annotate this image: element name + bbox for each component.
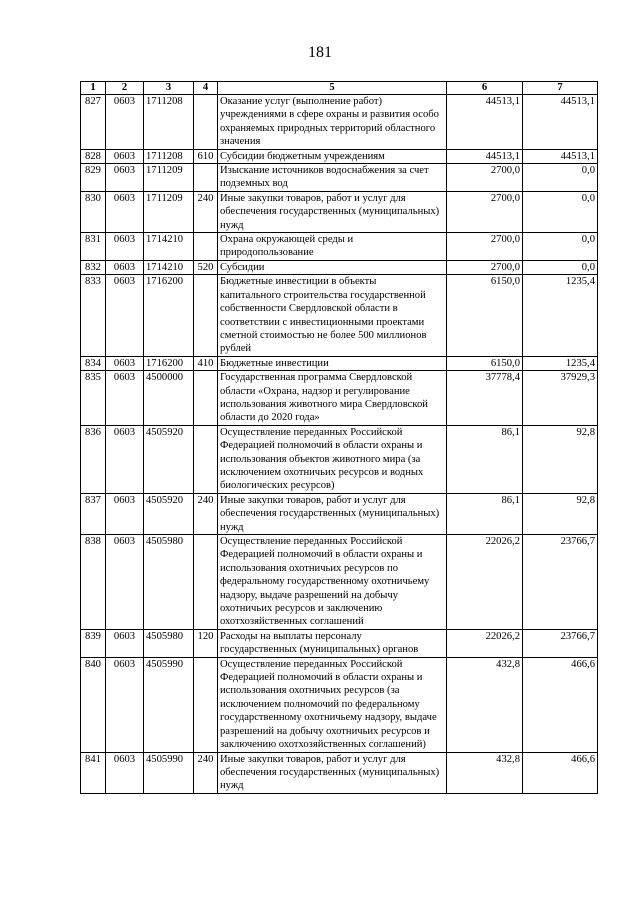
description-line: Расходы на выплаты персоналу [220, 630, 362, 642]
target-article-cell: 1714210 [144, 233, 194, 261]
section-code-cell: 0603 [106, 371, 144, 426]
table-row [81, 371, 598, 426]
amount-2015-cell: 466,6 [523, 752, 598, 793]
description-line: подземных вод [220, 178, 288, 190]
section-code-cell: 0603 [106, 535, 144, 630]
target-article-cell: 1716200 [144, 356, 194, 370]
row-number-cell: 837 [81, 493, 106, 534]
expense-type-cell: 520 [194, 260, 218, 274]
description-line: учреждениями в сфере охраны и развития особо [220, 109, 439, 121]
description-cell [218, 95, 447, 150]
column-header: 1 [81, 82, 106, 95]
description-line: использования охотничьих ресурсов по [220, 562, 399, 574]
amount-2015-cell: 0,0 [523, 191, 598, 232]
description-cell [218, 260, 447, 274]
row-number-cell: 830 [81, 191, 106, 232]
table-row [81, 164, 598, 192]
section-code-cell: 0603 [106, 95, 144, 150]
row-number-cell: 841 [81, 752, 106, 793]
amount-2014-cell: 44513,1 [447, 149, 523, 163]
expense-type-cell [194, 425, 218, 493]
table-row [81, 425, 598, 493]
column-header: 3 [144, 82, 194, 95]
description-cell [218, 752, 447, 793]
description-cell [218, 233, 447, 261]
description-line: охраняемых природных территорий областного [220, 122, 436, 134]
expense-type-cell: 610 [194, 149, 218, 163]
amount-2015-cell: 0,0 [523, 233, 598, 261]
section-code-cell: 0603 [106, 275, 144, 356]
description-line: Иные закупки товаров, работ и услуг для [220, 753, 406, 765]
target-article-cell: 4505990 [144, 752, 194, 793]
description-cell [218, 149, 447, 163]
row-number-cell: 829 [81, 164, 106, 192]
target-article-cell: 4505990 [144, 657, 194, 752]
description-line: Федерацией полномочий в области охраны и [220, 672, 423, 684]
column-header: 7 [523, 82, 598, 95]
amount-2015-cell: 44513,1 [523, 95, 598, 150]
amount-2014-cell: 22026,2 [447, 629, 523, 657]
target-article-cell: 1711209 [144, 191, 194, 232]
description-line: разрешений на добычу охотничьих ресурсов и [220, 725, 430, 737]
expense-type-cell [194, 95, 218, 150]
header-row [81, 82, 598, 95]
expense-type-cell [194, 164, 218, 192]
description-line: Бюджетные инвестиции в объекты [220, 276, 377, 288]
amount-2015-cell: 44513,1 [523, 149, 598, 163]
section-code-cell: 0603 [106, 356, 144, 370]
description-cell [218, 164, 447, 192]
description-line: собственности Свердловской области в [220, 303, 398, 315]
amount-2014-cell: 2700,0 [447, 164, 523, 192]
target-article-cell: 1714210 [144, 260, 194, 274]
table-row [81, 275, 598, 356]
description-line: рублей [220, 343, 252, 355]
target-article-cell: 4505920 [144, 493, 194, 534]
target-article-cell: 4505980 [144, 535, 194, 630]
row-number-cell: 833 [81, 275, 106, 356]
target-article-cell: 4500000 [144, 371, 194, 426]
description-line: Иные закупки товаров, работ и услуг для [220, 494, 406, 506]
amount-2014-cell: 86,1 [447, 493, 523, 534]
table-row [81, 493, 598, 534]
amount-2014-cell: 44513,1 [447, 95, 523, 150]
target-article-cell: 1711209 [144, 164, 194, 192]
amount-2015-cell: 23766,7 [523, 629, 598, 657]
expense-type-cell [194, 233, 218, 261]
table-row [81, 629, 598, 657]
amount-2015-cell: 0,0 [523, 164, 598, 192]
description-line: Государственная программа Свердловской [220, 372, 413, 384]
description-line: нужд [220, 219, 244, 231]
description-line: Осуществление переданных Российской [220, 426, 403, 438]
target-article-cell: 4505920 [144, 425, 194, 493]
amount-2015-cell: 0,0 [523, 260, 598, 274]
amount-2015-cell: 466,6 [523, 657, 598, 752]
row-number-cell: 839 [81, 629, 106, 657]
description-line: капитального строительства государственной [220, 289, 426, 301]
description-line: использования объектов животного мира (за [220, 453, 421, 465]
expense-type-cell: 240 [194, 191, 218, 232]
amount-2014-cell: 432,8 [447, 752, 523, 793]
table-body [81, 95, 598, 794]
row-number-cell: 840 [81, 657, 106, 752]
expense-type-cell: 240 [194, 752, 218, 793]
description-line: Осуществление переданных Российской [220, 658, 403, 670]
description-line: области «Охрана, надзор и регулирование [220, 385, 410, 397]
description-line: заключению охотхозяйственных соглашений) [220, 739, 426, 751]
target-article-cell: 1711208 [144, 149, 194, 163]
row-number-cell: 834 [81, 356, 106, 370]
description-line: надзору, выдаче разрешений на добычу [220, 589, 399, 601]
section-code-cell: 0603 [106, 629, 144, 657]
row-number-cell: 831 [81, 233, 106, 261]
description-line: обеспечения государственных (муниципальных) [220, 766, 440, 778]
description-cell [218, 535, 447, 630]
description-line: Субсидии бюджетным учреждениям [220, 150, 385, 162]
description-cell [218, 371, 447, 426]
section-code-cell: 0603 [106, 191, 144, 232]
description-line: федеральному государственному охотничьему [220, 576, 430, 588]
column-header: 5 [218, 82, 447, 95]
description-line: нужд [220, 780, 244, 792]
section-code-cell: 0603 [106, 233, 144, 261]
table-row [81, 535, 598, 630]
amount-2014-cell: 2700,0 [447, 260, 523, 274]
row-number-cell: 827 [81, 95, 106, 150]
description-line: Федерацией полномочий в области охраны и [220, 549, 423, 561]
target-article-cell: 1711208 [144, 95, 194, 150]
description-line: исключением полномочий по федеральному [220, 698, 420, 710]
expense-type-cell [194, 371, 218, 426]
expense-type-cell: 240 [194, 493, 218, 534]
table-row [81, 657, 598, 752]
description-cell [218, 191, 447, 232]
expense-type-cell [194, 275, 218, 356]
description-line: обеспечения государственных (муниципальных) [220, 508, 440, 520]
table-row [81, 233, 598, 261]
row-number-cell: 838 [81, 535, 106, 630]
description-line: биологических ресурсов) [220, 480, 335, 492]
description-line: государственному охотничьему надзору, выдаче [220, 712, 437, 724]
column-header: 2 [106, 82, 144, 95]
description-line: Охрана окружающей среды и [220, 234, 354, 246]
amount-2014-cell: 22026,2 [447, 535, 523, 630]
column-header: 4 [194, 82, 218, 95]
description-line: использования охотничьих ресурсов (за [220, 685, 400, 697]
description-line: Изыскание источников водоснабжения за счет [220, 165, 429, 177]
section-code-cell: 0603 [106, 493, 144, 534]
amount-2015-cell: 37929,3 [523, 371, 598, 426]
table-row [81, 260, 598, 274]
description-line: охотничьих ресурсов и заключению [220, 603, 383, 615]
section-code-cell: 0603 [106, 260, 144, 274]
description-line: государственных (муниципальных) органов [220, 644, 419, 656]
column-header: 6 [447, 82, 523, 95]
description-line: Субсидии [220, 261, 265, 273]
amount-2014-cell: 6150,0 [447, 356, 523, 370]
section-code-cell: 0603 [106, 149, 144, 163]
description-line: Оказание услуг (выполнение работ) [220, 96, 383, 107]
description-line: использования животного мира Свердловской [220, 398, 428, 410]
section-code-cell: 0603 [106, 752, 144, 793]
table-row [81, 95, 598, 150]
description-line: Иные закупки товаров, работ и услуг для [220, 192, 406, 204]
description-line: исключением охотничьих ресурсов и водных [220, 466, 424, 478]
expense-type-cell: 410 [194, 356, 218, 370]
description-line: природопользование [220, 247, 314, 259]
table-row [81, 752, 598, 793]
amount-2015-cell: 92,8 [523, 425, 598, 493]
table-row [81, 149, 598, 163]
amount-2015-cell: 1235,4 [523, 356, 598, 370]
description-line: значения [220, 136, 261, 148]
section-code-cell: 0603 [106, 657, 144, 752]
description-cell [218, 275, 447, 356]
amount-2015-cell: 23766,7 [523, 535, 598, 630]
target-article-cell: 4505980 [144, 629, 194, 657]
row-number-cell: 836 [81, 425, 106, 493]
description-line: Федерацией полномочий в области охраны и [220, 440, 423, 452]
amount-2015-cell: 92,8 [523, 493, 598, 534]
description-cell [218, 356, 447, 370]
table-row [81, 356, 598, 370]
amount-2014-cell: 2700,0 [447, 233, 523, 261]
description-line: сметной стоимостью не более 500 миллионов [220, 329, 427, 341]
amount-2014-cell: 37778,4 [447, 371, 523, 426]
amount-2015-cell: 1235,4 [523, 275, 598, 356]
description-line: охотхозяйственных соглашений [220, 616, 364, 628]
row-number-cell: 832 [81, 260, 106, 274]
description-cell [218, 629, 447, 657]
expense-type-cell [194, 657, 218, 752]
expense-type-cell [194, 535, 218, 630]
description-line: соответствии с инвестиционными проектами [220, 316, 425, 328]
target-article-cell: 1716200 [144, 275, 194, 356]
amount-2014-cell: 86,1 [447, 425, 523, 493]
budget-table [80, 81, 598, 794]
row-number-cell: 835 [81, 371, 106, 426]
description-line: обеспечения государственных (муниципальных) [220, 206, 440, 218]
description-cell [218, 425, 447, 493]
description-line: нужд [220, 521, 244, 533]
page-number: 181 [308, 44, 332, 61]
amount-2014-cell: 2700,0 [447, 191, 523, 232]
description-cell [218, 493, 447, 534]
description-cell [218, 657, 447, 752]
amount-2014-cell: 432,8 [447, 657, 523, 752]
amount-2014-cell: 6150,0 [447, 275, 523, 356]
section-code-cell: 0603 [106, 164, 144, 192]
row-number-cell: 828 [81, 149, 106, 163]
table-row [81, 191, 598, 232]
description-line: Бюджетные инвестиции [220, 357, 329, 369]
description-line: области до 2020 года» [220, 412, 320, 424]
expense-type-cell: 120 [194, 629, 218, 657]
section-code-cell: 0603 [106, 425, 144, 493]
description-line: Осуществление переданных Российской [220, 536, 403, 547]
